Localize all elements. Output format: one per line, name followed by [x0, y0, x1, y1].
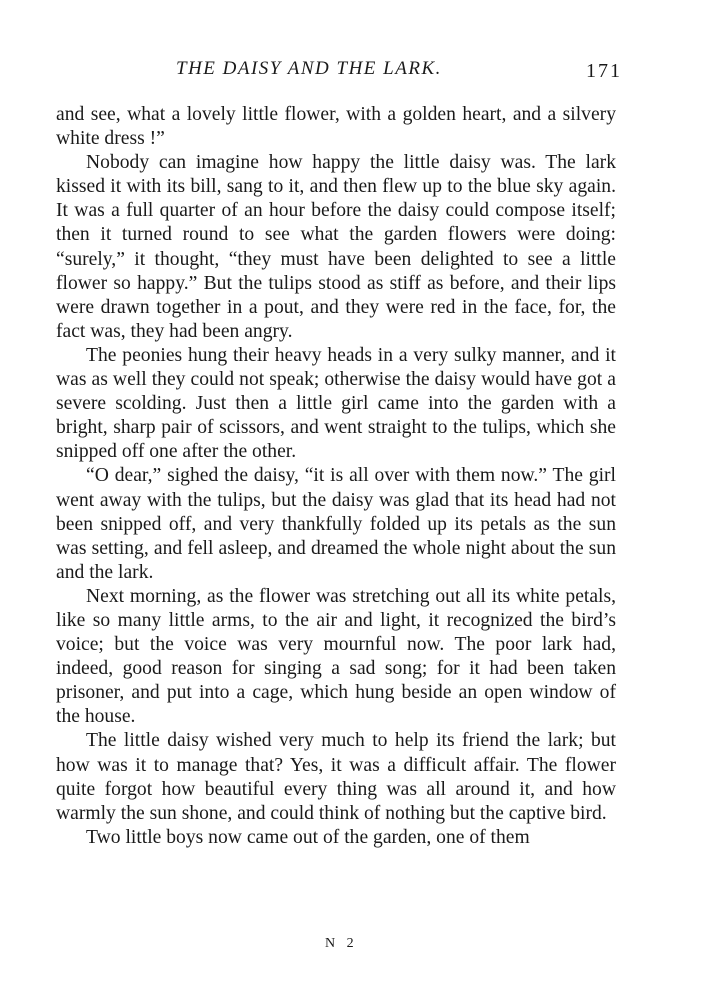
running-title: THE DAISY AND THE LARK.: [176, 58, 442, 79]
page-number: 171: [586, 60, 622, 82]
body-text: [56, 103, 616, 850]
signature-mark: N 2: [325, 936, 358, 951]
paragraph: “O dear,” sighed the daisy, “it is all over with them now.” The girl went away with the tulips, but the daisy was glad that its head had not been snipped off, and very thankfully folded up its petals as the sun was setting, and fell asleep, and dreamed the whole night about the sun and the lark.: [56, 465, 616, 583]
paragraph: The peonies hung their heavy heads in a very sulky manner, and it was as well they could not speak; otherwise the daisy would have got a severe scolding. Just then a little girl came into the garden with a bright, sharp pair of scissors, and went straight to the tulips, which she snipped off one after the other.: [56, 344, 616, 463]
paragraph: The little daisy wished very much to help its friend the lark; but how was it to manage that? Yes, it was a difficult affair. The flower quite forgot how beautiful every thing was all around it, and how warmly the sun shone, and could think of nothing but the captive bird.: [56, 730, 616, 824]
paragraph: Two little boys now came out of the garden, one of them: [86, 826, 530, 848]
paragraph: and see, what a lovely little flower, with a golden heart, and a silvery white dress !”: [56, 104, 616, 150]
paragraph: Next morning, as the flower was stretching out all its white petals, like so many little arms, to the air and light, it recognized the bird’s voice; but the voice was very mournful now. The poor lark had, indeed, good reason for singing a sad song; for it had been taken prisoner, and put into a cage, which hung beside an open window of the house.: [56, 585, 616, 728]
page-header: [56, 58, 622, 88]
paragraph: Nobody can imagine how happy the little daisy was. The lark kissed it with its bill, sang to it, and then flew up to the blue sky again. It was a full quarter of an hour before the daisy could compose itself; then it turned round to see what the garden flowers were doing: “surely,” it thought, “they must have been delighted to see a little flower so happy.” But the tulips stood as stiff as before, and their lips were drawn together in a pout, and they were red in the face, for, the fact was, they had been angry.: [56, 152, 616, 342]
